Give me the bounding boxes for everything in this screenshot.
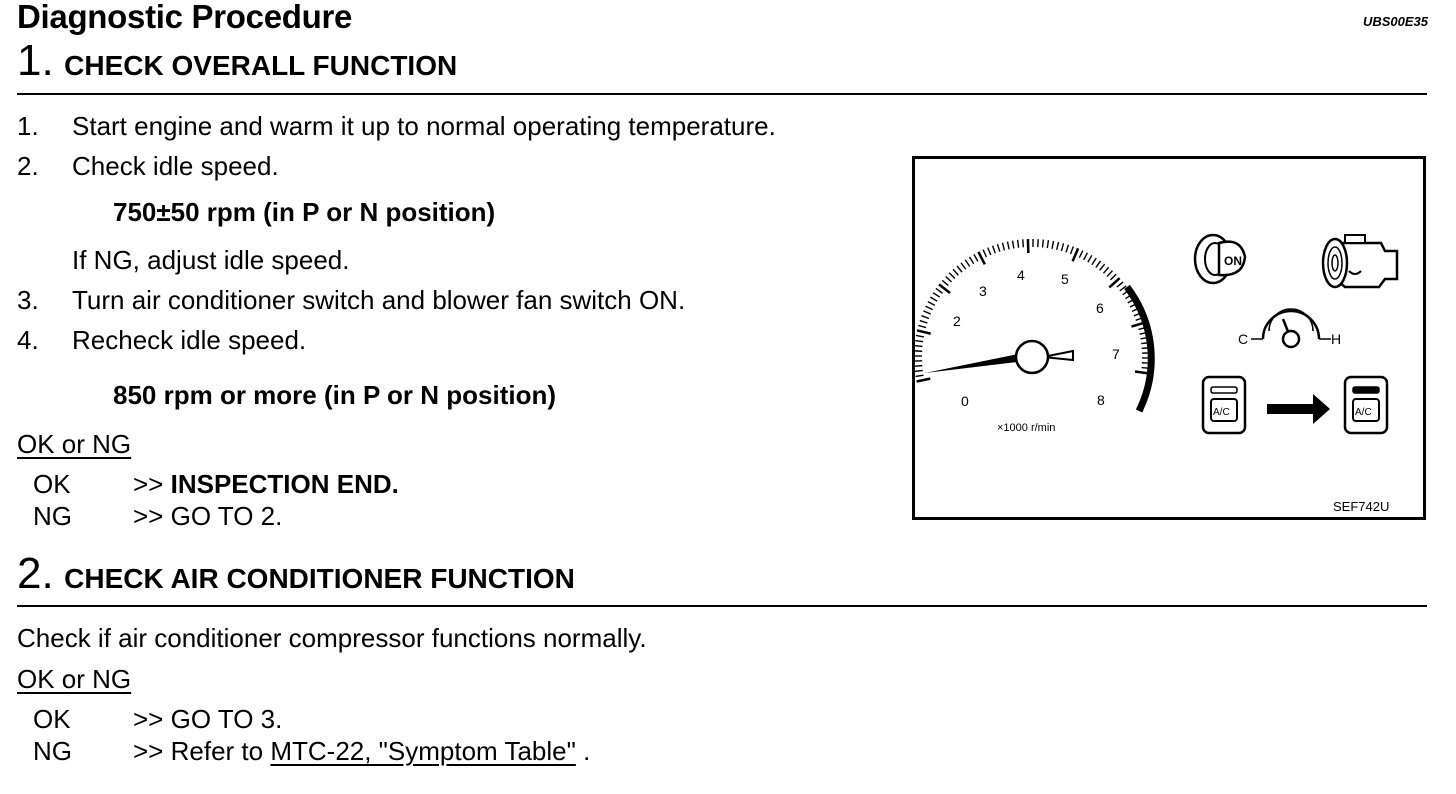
temp-hot-label: H	[1331, 331, 1342, 347]
step2-number: 2.	[17, 549, 54, 598]
list-item-number: 3.	[17, 285, 39, 315]
ok-result	[133, 469, 399, 500]
gauge-tick	[920, 321, 928, 323]
section-code: UBS00E35	[1362, 14, 1428, 29]
ignition-on-label: ON	[1224, 254, 1242, 268]
gauge-unit-label: ×1000 r/min	[997, 422, 1056, 434]
gauge-tick	[1047, 240, 1048, 248]
ng-result	[133, 736, 590, 767]
gauge-tick	[978, 252, 984, 264]
gauge-tick	[928, 302, 935, 306]
arrow-marker: >>	[133, 501, 164, 531]
gauge-tick	[1103, 267, 1108, 273]
list-item-number: 1.	[17, 111, 39, 141]
gauge-tick	[1071, 246, 1074, 253]
list-item-text: Recheck idle speed.	[72, 325, 307, 355]
step2-title: CHECK AIR CONDITIONER FUNCTION	[64, 563, 575, 594]
gauge-tick	[916, 335, 924, 336]
gauge-tick	[953, 269, 958, 275]
gauge-tick-label: 6	[1096, 300, 1104, 316]
gauge-hub	[1016, 341, 1048, 373]
gauge-tick-label: 8	[1097, 392, 1105, 408]
gauge-tick	[930, 297, 937, 301]
gauge-tick	[993, 246, 996, 254]
gauge-tick-label: 3	[979, 283, 987, 299]
gauge-tick-label: 4	[1017, 267, 1025, 283]
list-item-number: 2.	[17, 151, 39, 181]
ng-label: NG	[33, 736, 72, 766]
ac-label: A/C	[1213, 407, 1230, 418]
gauge-tick	[1002, 243, 1004, 251]
gauge-tick	[923, 311, 930, 314]
gauge-tick	[921, 316, 928, 319]
gauge-tick	[1052, 241, 1053, 249]
gauge-tick-label: 7	[1112, 346, 1120, 362]
temp-cold-label: C	[1238, 331, 1249, 347]
gauge-tick	[915, 366, 922, 367]
gauge-tick	[1088, 255, 1092, 262]
gauge-tick	[916, 375, 924, 376]
gauge-tick	[1135, 371, 1149, 373]
list-item-text: Start engine and warm it up to normal operating temperature.	[72, 111, 776, 141]
arrow-marker: >>	[133, 736, 164, 766]
step1-title: CHECK OVERALL FUNCTION	[64, 50, 458, 81]
step1-number: 1.	[17, 36, 54, 85]
idle-speed-spec: 750±50 rpm (in P or N position)	[113, 197, 496, 227]
gauge-tick	[1107, 271, 1112, 277]
gauge-tick	[965, 260, 970, 267]
step2-instruction: Check if air conditioner compressor functions normally.	[17, 623, 647, 653]
figure-illustration	[915, 159, 1423, 517]
gauge-tick	[1061, 243, 1063, 251]
gauge-tick	[1013, 241, 1014, 249]
gauge-tick	[1073, 248, 1078, 261]
engine-icon	[1323, 235, 1397, 287]
gauge-tick	[1092, 258, 1096, 265]
gauge-tick	[1079, 250, 1082, 257]
list-item-number: 4.	[17, 325, 39, 355]
list-item-text: Check idle speed.	[72, 151, 279, 181]
gauge-tick	[1117, 282, 1123, 287]
ok-result-text: INSPECTION END.	[170, 469, 399, 499]
ng-label: NG	[33, 501, 72, 531]
ok-label: OK	[33, 704, 71, 734]
gauge-tick	[957, 266, 962, 272]
ng-result	[133, 501, 282, 532]
idle-speed-figure	[912, 156, 1426, 520]
figure-code: SEF742U	[1333, 499, 1390, 514]
gauge-tick	[925, 306, 932, 309]
ac-switch-off-icon	[1203, 377, 1245, 433]
gauge-tick	[1100, 264, 1105, 270]
ng-result-prefix: Refer to	[170, 736, 264, 766]
ng-result-text: GO TO 2.	[170, 501, 283, 531]
gauge-tick	[1084, 253, 1088, 260]
gauge-tick	[974, 254, 978, 261]
gauge-tick	[998, 244, 1000, 252]
ng-result-suffix: .	[583, 736, 591, 766]
step1-divider	[17, 93, 1427, 95]
gauge-tick	[1018, 240, 1019, 248]
ignition-key-icon	[1195, 235, 1245, 283]
step1-heading	[17, 36, 457, 86]
gauge-tick	[1096, 261, 1101, 268]
red-zone-arc	[1127, 287, 1151, 411]
ok-ng-heading: OK or NG	[17, 429, 132, 459]
gauge-tick	[936, 288, 943, 293]
gauge-needle	[925, 353, 1025, 373]
list-item-text: Turn air conditioner switch and blower fan switch ON.	[72, 285, 686, 315]
gauge-tick	[915, 346, 923, 347]
temperature-gauge-icon	[1238, 309, 1341, 347]
gauge-tick-label: 5	[1061, 271, 1069, 287]
tachometer-gauge	[915, 239, 1151, 434]
gauge-tick	[942, 280, 948, 285]
gauge-tick	[988, 248, 991, 255]
ac-idle-speed-spec: 850 rpm or more (in P or N position)	[113, 380, 557, 410]
ok-label: OK	[33, 469, 71, 499]
gauge-tick	[915, 341, 923, 342]
right-arrow-icon	[1267, 394, 1330, 424]
gauge-tick	[1007, 242, 1009, 250]
gauge-tick	[917, 379, 931, 382]
gauge-tick	[1023, 239, 1024, 247]
ac-switch-on-icon	[1345, 377, 1387, 433]
gauge-tick	[915, 370, 923, 371]
gauge-tick	[1057, 242, 1059, 250]
gauge-tick	[946, 277, 952, 282]
symptom-table-link[interactable]: MTC-22, "Symptom Table"	[270, 736, 576, 766]
page-title: Diagnostic Procedure	[17, 0, 353, 35]
gauge-tick	[933, 293, 940, 297]
gauge-tick	[918, 325, 926, 327]
adjust-note: If NG, adjust idle speed.	[72, 245, 350, 275]
gauge-tick-label: 0	[961, 393, 969, 409]
gauge-tick	[969, 257, 973, 264]
gauge-tick	[917, 330, 931, 333]
ok-result-text: GO TO 3.	[170, 704, 283, 734]
step2-divider	[17, 605, 1427, 607]
gauge-tick-label: 2	[953, 313, 961, 329]
ok-result	[133, 704, 282, 735]
gauge-tick	[1110, 274, 1116, 280]
gauge-tick	[1043, 240, 1044, 248]
gauge-tick	[961, 263, 966, 269]
ac-label: A/C	[1355, 407, 1372, 418]
arrow-marker: >>	[133, 469, 164, 499]
arrow-marker: >>	[133, 704, 164, 734]
ok-ng-heading: OK or NG	[17, 664, 132, 694]
gauge-tick	[949, 273, 955, 279]
step2-heading	[17, 549, 575, 599]
gauge-tick	[1066, 245, 1068, 253]
gauge-tick	[983, 250, 986, 257]
